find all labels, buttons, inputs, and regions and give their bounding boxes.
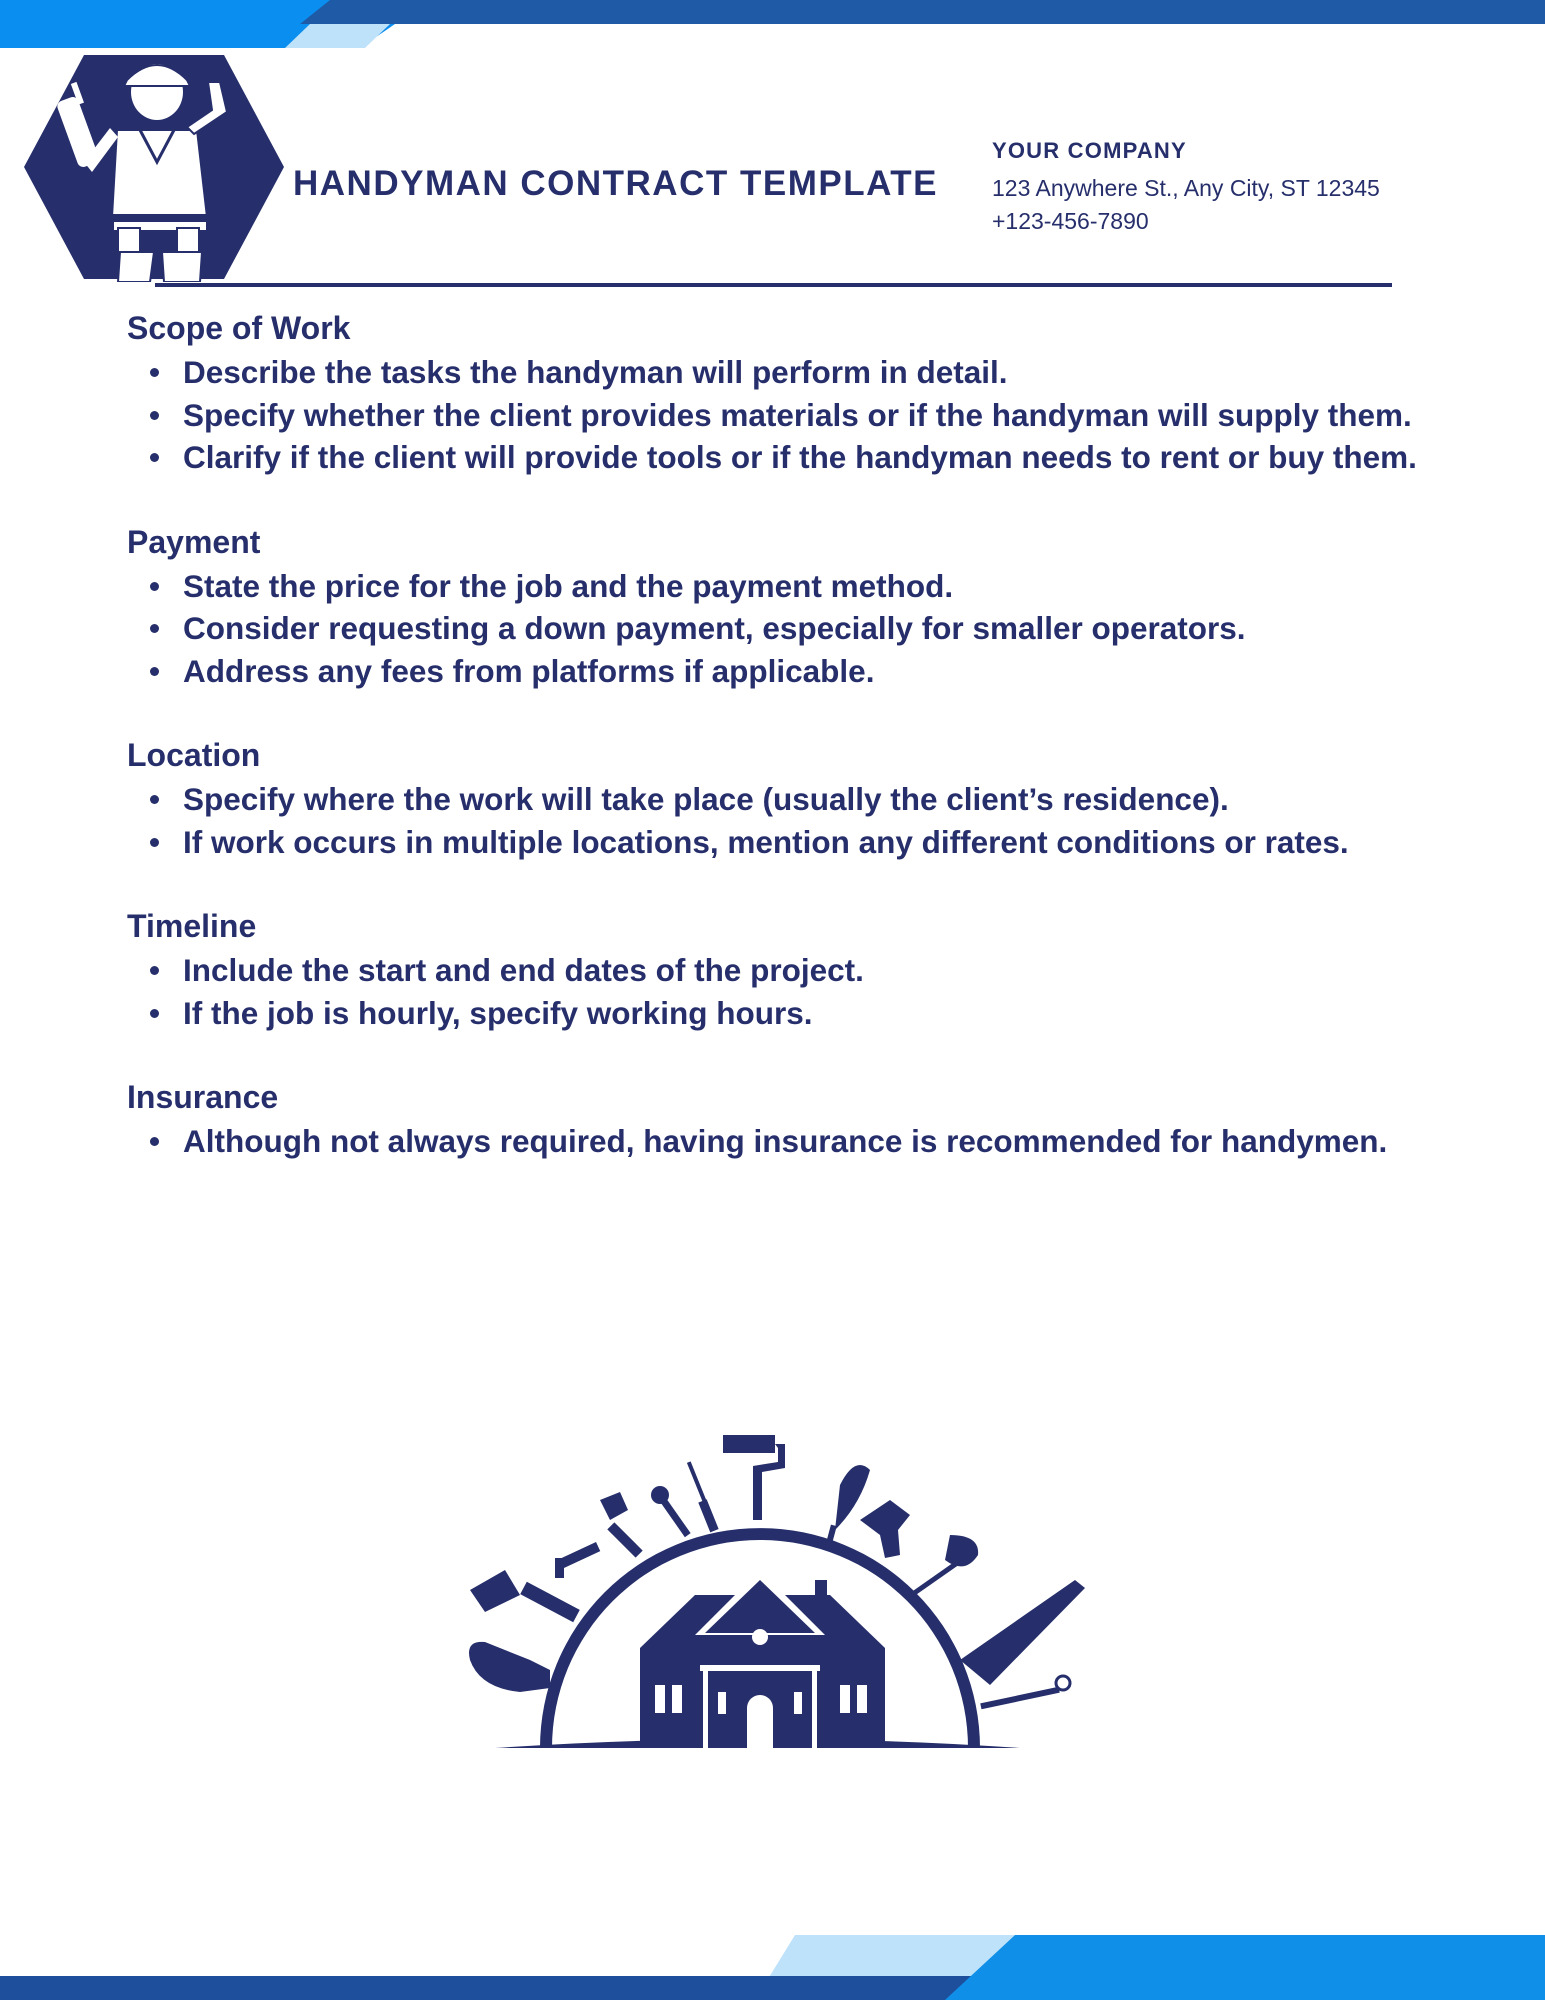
section-scope-of-work <box>127 305 1447 479</box>
list-item: Include the start and end dates of the project. <box>183 949 1447 992</box>
section-title: Location <box>127 737 261 773</box>
section-insurance <box>127 1074 1447 1163</box>
bottom-decorative-band <box>0 1930 1545 2000</box>
section-payment <box>127 519 1447 693</box>
contract-content <box>127 305 1447 1203</box>
list-item: Specify where the work will take place (usually the client’s residence). <box>183 778 1447 821</box>
section-title: Insurance <box>127 1079 279 1115</box>
list-item: Although not always required, having insurance is recommended for handymen. <box>183 1120 1447 1163</box>
list-item: Address any fees from platforms if applicable. <box>183 650 1447 693</box>
list-item: Describe the tasks the handyman will perform in detail. <box>183 351 1447 394</box>
house-with-tools-icon <box>460 1430 1090 1755</box>
header-divider <box>155 283 1392 287</box>
top-decorative-band <box>0 0 1545 60</box>
handyman-with-drill-icon <box>22 52 284 282</box>
list-item: If work occurs in multiple locations, mention any different conditions or rates. <box>183 821 1447 864</box>
list-item: State the price for the job and the payment method. <box>183 565 1447 608</box>
section-location <box>127 732 1447 863</box>
bullet-list <box>127 565 1447 693</box>
list-item: Consider requesting a down payment, especially for smaller operators. <box>183 607 1447 650</box>
section-title: Scope of Work <box>127 310 351 346</box>
list-item: Clarify if the client will provide tools or if the handyman needs to rent or buy them. <box>183 436 1447 479</box>
list-item: Specify whether the client provides materials or if the handyman will supply them. <box>183 394 1447 437</box>
bullet-list <box>127 351 1447 479</box>
bullet-list <box>127 949 1447 1034</box>
document-title: HANDYMAN CONTRACT TEMPLATE <box>293 164 938 203</box>
section-timeline <box>127 903 1447 1034</box>
company-phone: +123-456-7890 <box>992 208 1149 234</box>
list-item: If the job is hourly, specify working hours. <box>183 992 1447 1035</box>
section-title: Payment <box>127 523 261 560</box>
company-name: YOUR COMPANY <box>992 138 1187 163</box>
bullet-list <box>127 1120 1447 1163</box>
section-title: Timeline <box>127 908 257 944</box>
company-address: 123 Anywhere St., Any City, ST 12345 <box>992 175 1380 201</box>
company-info <box>992 138 1380 235</box>
bullet-list <box>127 778 1447 863</box>
